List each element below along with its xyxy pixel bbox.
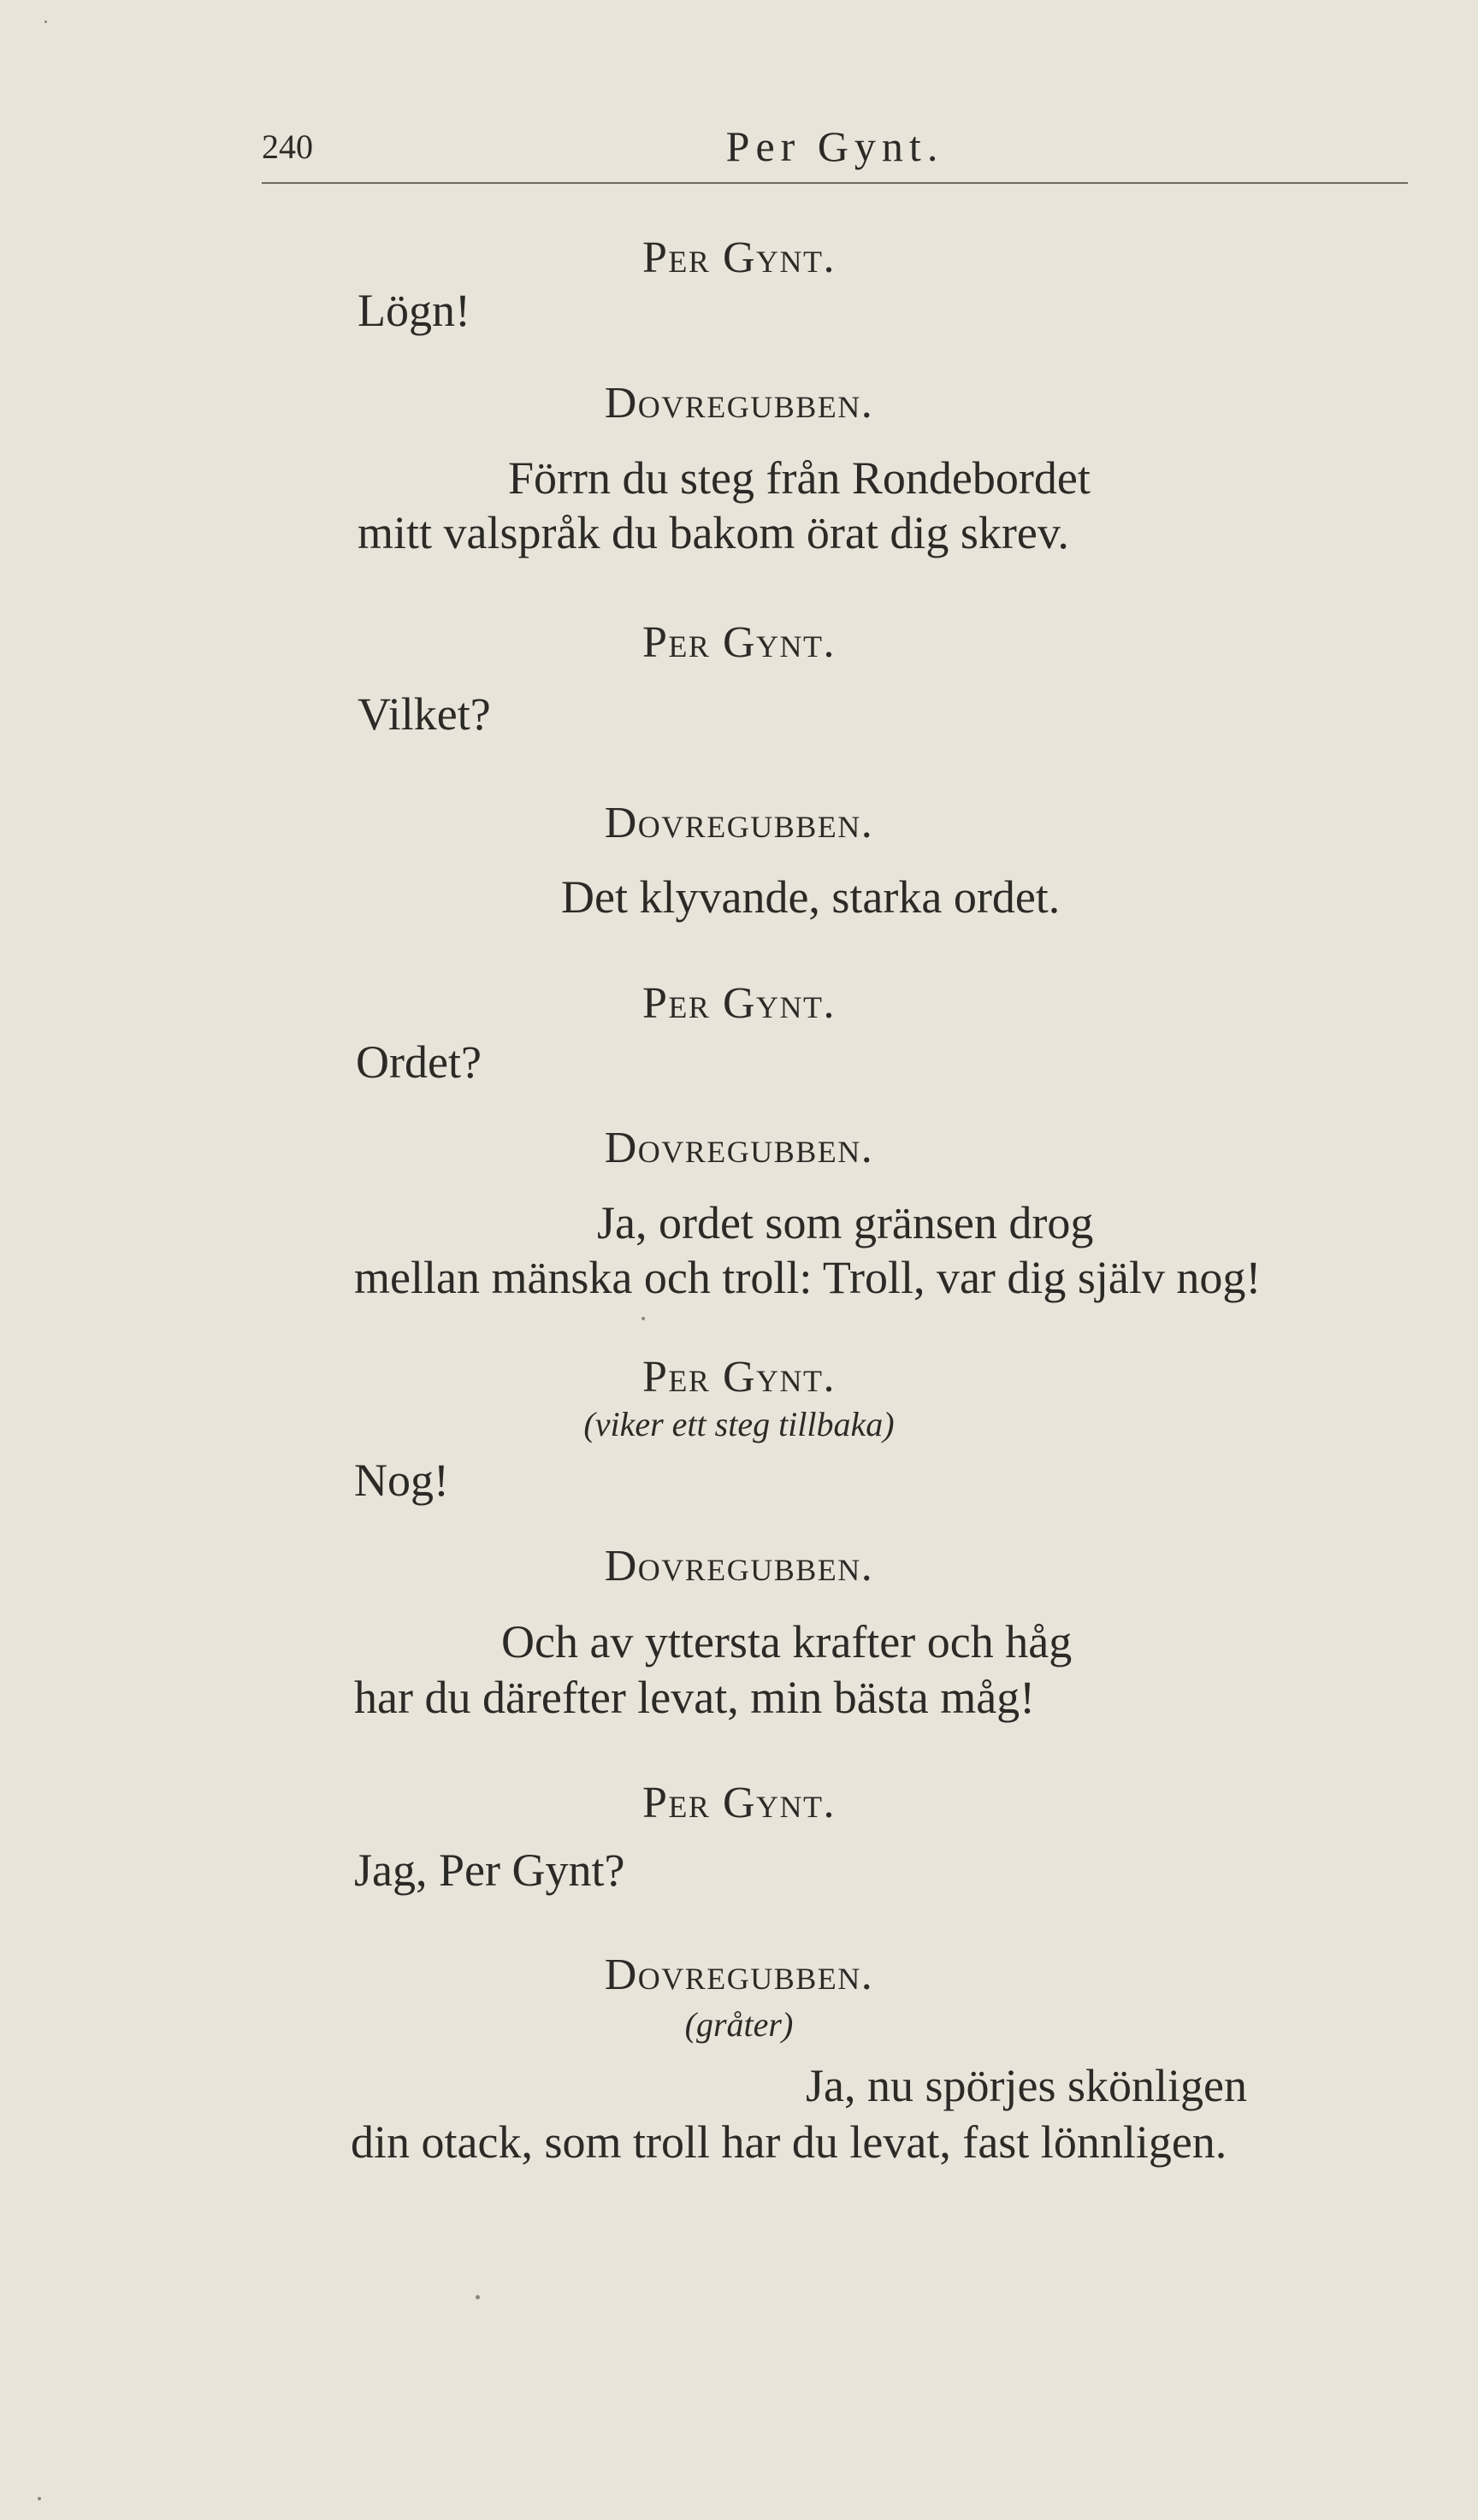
speaker-name: Per Gynt. xyxy=(642,233,836,282)
speaker-name: Per Gynt. xyxy=(642,979,836,1028)
running-title: Per Gynt. xyxy=(725,122,944,170)
dialogue-line: har du därefter levat, min bästa måg! xyxy=(354,1672,1036,1723)
speaker-name: Per Gynt. xyxy=(642,1779,836,1827)
dialogue-line: Jag, Per Gynt? xyxy=(354,1844,625,1896)
paper-speck xyxy=(476,2295,480,2299)
dialogue-line: Vilket? xyxy=(358,688,491,740)
dialogue-line: mellan mänska och troll: Troll, var dig själv nog! xyxy=(354,1252,1262,1303)
speaker-name: Dovregubben. xyxy=(604,1950,874,1999)
speaker-name: Dovregubben. xyxy=(604,1124,874,1172)
paper-speck xyxy=(38,2497,41,2500)
page-number: 240 xyxy=(262,127,313,166)
speaker-name: Per Gynt. xyxy=(642,1353,836,1402)
stage-direction: (viker ett steg tillbaka) xyxy=(583,1405,895,1443)
speaker-name: Per Gynt. xyxy=(642,618,836,667)
dialogue-line: Förrn du steg från Rondebordet xyxy=(508,452,1091,504)
dialogue-line: din otack, som troll har du levat, fast lönnligen. xyxy=(351,2116,1227,2168)
speaker-name: Dovregubben. xyxy=(604,379,874,428)
dialogue-line: Ja, ordet som gränsen drog xyxy=(597,1197,1094,1248)
running-header xyxy=(262,120,1408,180)
paper-speck xyxy=(44,21,47,23)
stage-direction: (gråter) xyxy=(684,2005,794,2044)
paper-speck xyxy=(641,1317,645,1320)
dialogue-line: Lögn! xyxy=(358,285,470,336)
speaker-name: Dovregubben. xyxy=(604,1542,874,1590)
dialogue-line: Ordet? xyxy=(356,1036,482,1088)
speaker-name: Dovregubben. xyxy=(604,799,874,847)
dialogue-line: Det klyvande, starka ordet. xyxy=(561,871,1061,923)
dialogue-line: Nog! xyxy=(354,1455,449,1506)
dialogue-line: Och av yttersta krafter och håg xyxy=(501,1616,1073,1667)
dialogue-line: mitt valspråk du bakom örat dig skrev. xyxy=(358,507,1069,558)
header-rule xyxy=(262,182,1408,184)
dialogue-line: Ja, nu spörjes skönligen xyxy=(806,2060,1247,2111)
